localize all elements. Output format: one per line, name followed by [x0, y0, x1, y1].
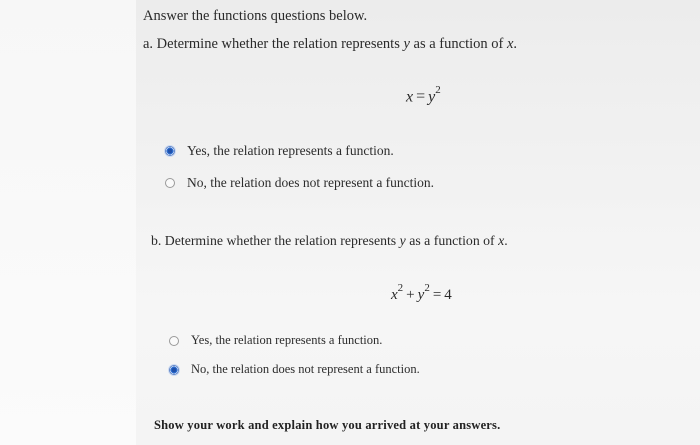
option-a-no-label: No, the relation does not represent a function. [187, 175, 435, 190]
question-b-end: . [504, 233, 508, 248]
option-b-yes[interactable] [169, 333, 382, 348]
equation-b-equals: = [432, 287, 442, 303]
equation-b-term2-base: y [417, 287, 425, 303]
instructions-text: Answer the functions questions below. [143, 8, 368, 24]
question-b-var-y: y [399, 233, 406, 248]
option-b-no[interactable] [169, 362, 420, 377]
question-a-end: . [513, 36, 518, 52]
question-b-middle: as a function of [409, 233, 495, 248]
equation-a [406, 86, 441, 106]
option-a-no[interactable] [165, 175, 434, 191]
question-a-var-x: x [506, 36, 514, 52]
option-b-yes-label: Yes, the relation represents a function. [191, 333, 383, 347]
radio-selected-icon[interactable] [165, 146, 175, 156]
equation-b-rhs: 4 [444, 287, 452, 303]
equation-b-term1-exponent: 2 [397, 282, 404, 294]
equation-b [391, 284, 452, 304]
option-a-yes-label: Yes, the relation represents a function. [187, 143, 394, 158]
radio-selected-icon[interactable] [169, 365, 179, 375]
question-content [136, 0, 700, 445]
equation-a-lhs: x [406, 88, 414, 106]
equation-b-term1-base: x [391, 287, 398, 303]
radio-unselected-icon[interactable] [169, 336, 179, 346]
question-b-prefix: b. Determine whether the relation represents [151, 233, 397, 248]
equation-b-term2-exponent: 2 [424, 282, 430, 294]
equation-a-rhs-base: y [428, 88, 436, 106]
option-b-no-label: No, the relation does not represent a function. [191, 362, 420, 376]
question-a-var-y: y [403, 36, 410, 52]
footer-instruction: Show your work and explain how you arrived at your answers. [154, 418, 501, 432]
question-a-middle: as a function of [413, 36, 504, 52]
question-a-prompt [143, 36, 517, 53]
equation-b-plus: + [406, 287, 415, 303]
question-b-var-x: x [498, 233, 505, 248]
question-b-prompt [151, 233, 508, 249]
radio-unselected-icon[interactable] [165, 178, 175, 188]
left-margin-panel [0, 0, 136, 445]
equation-a-equals: = [416, 88, 426, 106]
question-a-prefix: a. Determine whether the relation represents [143, 36, 400, 52]
option-a-yes[interactable] [165, 143, 394, 159]
equation-a-rhs-exponent: 2 [435, 84, 441, 96]
